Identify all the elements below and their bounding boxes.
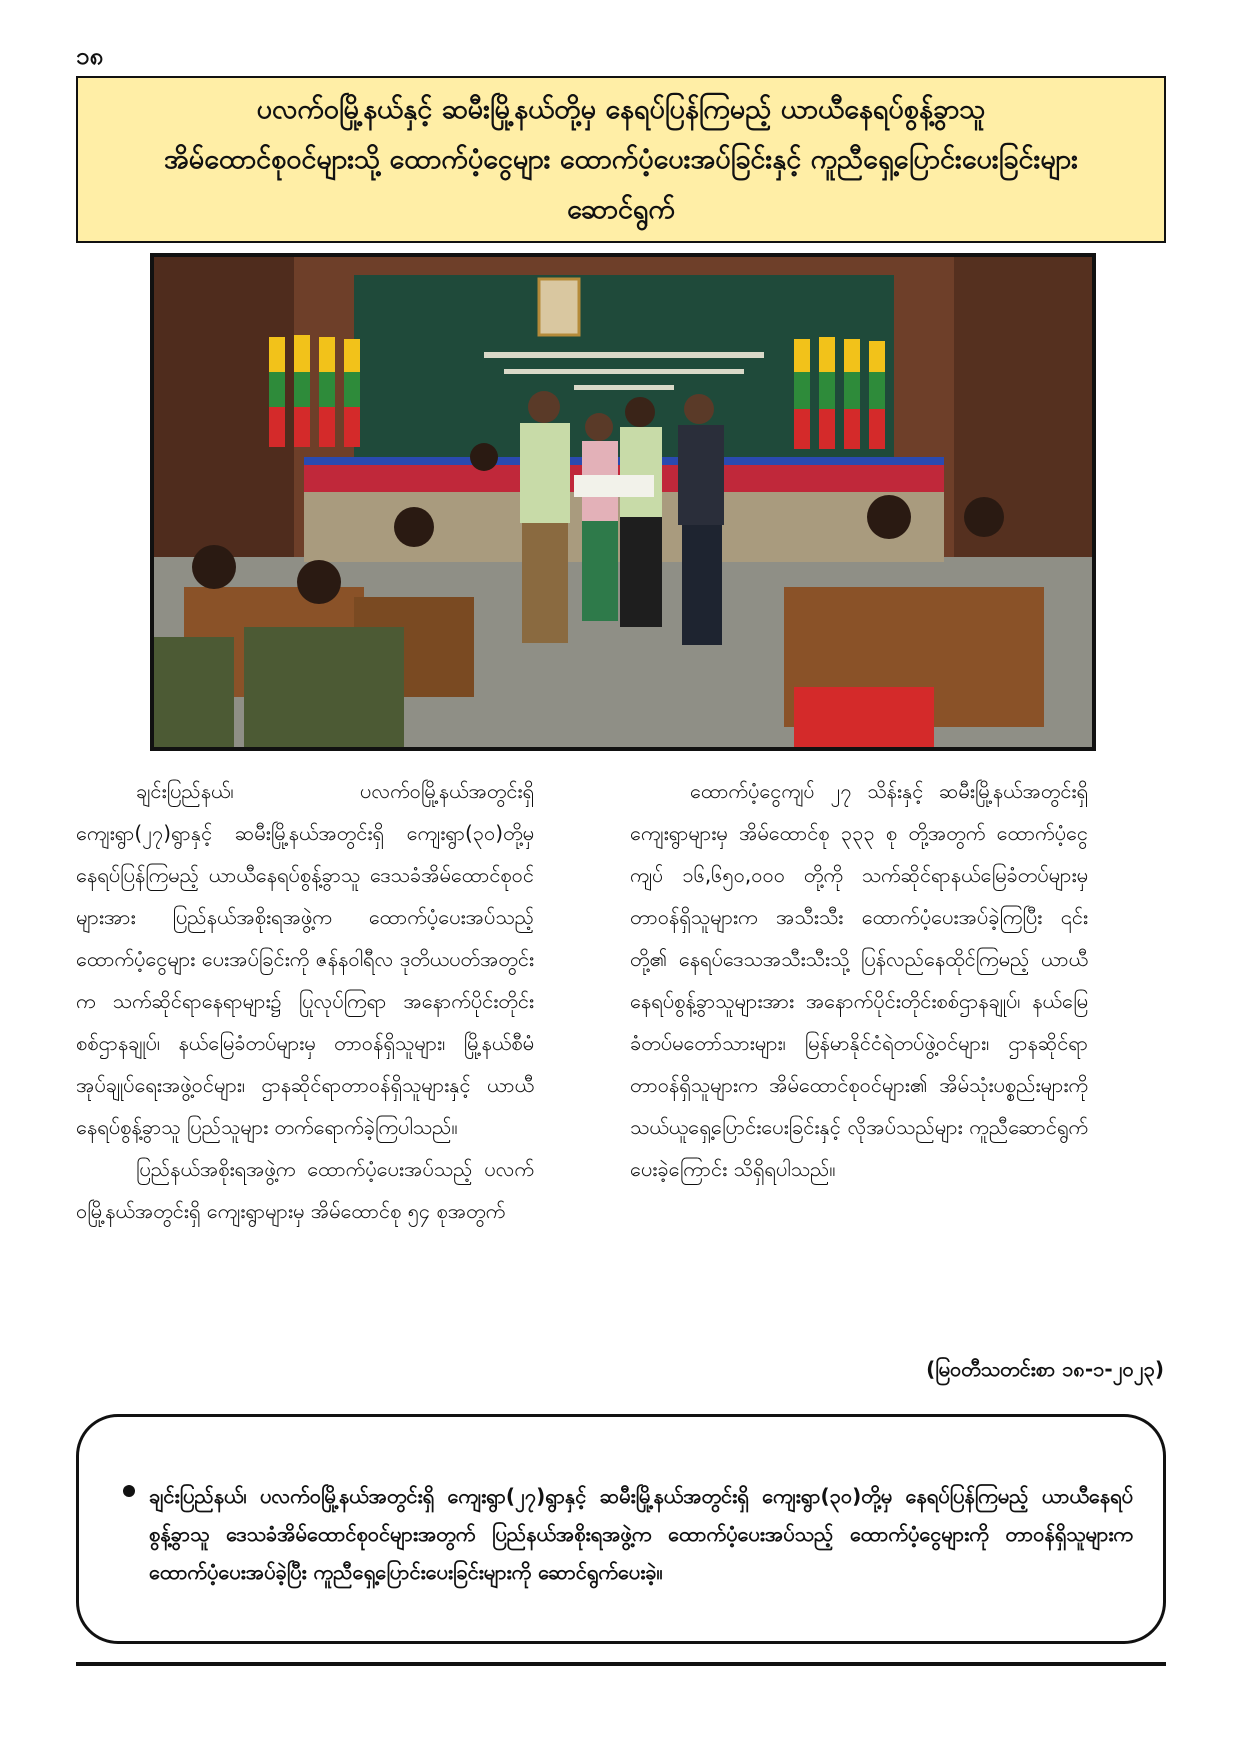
article-column-right bbox=[630, 770, 1088, 1190]
people-group bbox=[520, 391, 724, 645]
headline-line-2: အိမ်ထောင်စုဝင်များသို့ ထောက်ပံ့ငွေများ ထောက်ပံ့ပေးအပ်ခြင်းနှင့် ကူညီရှေ့ပြောင်းပေးခြင်းများ bbox=[164, 143, 1078, 175]
news-source: (မြဝတီသတင်းစာ ၁၈-၁-၂၀၂၃) bbox=[926, 1357, 1164, 1381]
headline-box bbox=[76, 76, 1166, 243]
portrait-frame bbox=[539, 279, 579, 335]
red-chair bbox=[794, 687, 934, 747]
article-paragraph: ထောက်ပံ့ငွေကျပ် ၂၇ သိန်းနှင့် ဆမီးမြို့နယ်အတွင်းရှိ ကျေးရွာများမှ အိမ်ထောင်စု ၃၃၃ စု တို့အတွက် ထောက်ပံ့ငွေကျပ် ၁၆,၆၅၀,၀၀၀ တို့ကို သက်ဆိုင်ရာနယ်မြေခံတပ်များမှ တာဝန်ရှိသူများက အသီးသီး ထောက်ပံ့ပေးအပ်ခဲ့ကြပြီး ၎င်းတို့၏ နေရပ်ဒေသအသီးသီးသို့ ပြန်လည်နေထိုင်ကြမည့် ယာယီနေရပ်စွန့်ခွာသူများအား အနောက်ပိုင်းတိုင်းစစ်ဌာနချုပ်၊ နယ်မြေခံတပ်မတော်သားများ၊ မြန်မာနိုင်ငံရဲတပ်ဖွဲ့ဝင်များ၊ ဌာနဆိုင်ရာ တာဝန်ရှိသူများက အိမ်ထောင်စုဝင်များ၏ အိမ်သုံးပစ္စည်းများကို သယ်ယူရှေ့ပြောင်းပေးခြင်းနှင့် လိုအပ်သည်များ ကူညီဆောင်ရွက်ပေးခဲ့ကြောင်း သိရှိရပါသည်။ bbox=[630, 779, 1088, 1181]
summary-text: ချင်းပြည်နယ်၊ ပလက်ဝမြို့နယ်အတွင်းရှိ ကျေးရွာ(၂၇)ရွာနှင့် ဆမီးမြို့နယ်အတွင်းရှိ ကျေးရွာ(၃၀)တို့မှ နေရပ်ပြန်ကြမည့် ယာယီနေရပ်စွန့်ခွာသူ ဒေသခံအိမ်ထောင်စုဝင်များအတွက် ပြည်နယ်အစိုးရအဖွဲ့က ထောက်ပံ့ပေးအပ်သည့် ထောက်ပံ့ငွေများကို တာဝန်ရှိသူများက ထောက်ပံ့ပေးအပ်ခဲ့ပြီး ကူညီရှေ့ပြောင်းပေးခြင်းများကို ဆောင်ရွက်ပေးခဲ့။ bbox=[149, 1484, 1133, 1584]
bullet-icon bbox=[123, 1485, 135, 1497]
page-number: ၁၈ bbox=[76, 42, 104, 70]
bottom-rule bbox=[76, 1662, 1166, 1666]
article-paragraph: ပြည်နယ်အစိုးရအဖွဲ့က ထောက်ပံ့ပေးအပ်သည့် ပလက်ဝမြို့နယ်အတွင်းရှိ ကျေးရွာများမှ အိမ်ထောင်စု ၅၄ စုအတွက် bbox=[76, 1157, 534, 1223]
envelope bbox=[574, 475, 654, 497]
event-photo bbox=[150, 253, 1096, 751]
article-column-left bbox=[76, 770, 534, 1232]
article-paragraph: ချင်းပြည်နယ်၊ ပလက်ဝမြို့နယ်အတွင်းရှိ ကျေးရွာ(၂၇)ရွာနှင့် ဆမီးမြို့နယ်အတွင်းရှိ ကျေးရွာ(၃၀)တို့မှ နေရပ်ပြန်ကြမည့် ယာယီနေရပ်စွန့်ခွာသူ ဒေသခံအိမ်ထောင်စုဝင်များအား ပြည်နယ်အစိုးရအဖွဲ့က ထောက်ပံ့ပေးအပ်သည့် ထောက်ပံ့ငွေများ ပေးအပ်ခြင်းကို ဇန်နဝါရီလ ဒုတိယပတ်အတွင်းက သက်ဆိုင်ရာနေရာများ၌ ပြုလုပ်ကြရာ အနောက်ပိုင်းတိုင်းစစ်ဌာနချုပ်၊ နယ်မြေခံတပ်များမှ တာဝန်ရှိသူများ၊ မြို့နယ်စီမံအုပ်ချုပ်ရေးအဖွဲ့ဝင်များ၊ ဌာနဆိုင်ရာတာဝန်ရှိသူများနှင့် ယာယီနေရပ်စွန့်ခွာသူ ပြည်သူများ တက်ရောက်ခဲ့ကြပါသည်။ bbox=[76, 779, 534, 1139]
headline-line-1: ပလက်ဝမြို့နယ်နှင့် ဆမီးမြို့နယ်တို့မှ နေရပ်ပြန်ကြမည့် ယာယီနေရပ်စွန့်ခွာသူ bbox=[256, 93, 986, 125]
headline-line-3: ဆောင်ရွက် bbox=[567, 193, 675, 225]
ceremony-illustration bbox=[154, 257, 1092, 747]
summary-box bbox=[76, 1414, 1166, 1644]
